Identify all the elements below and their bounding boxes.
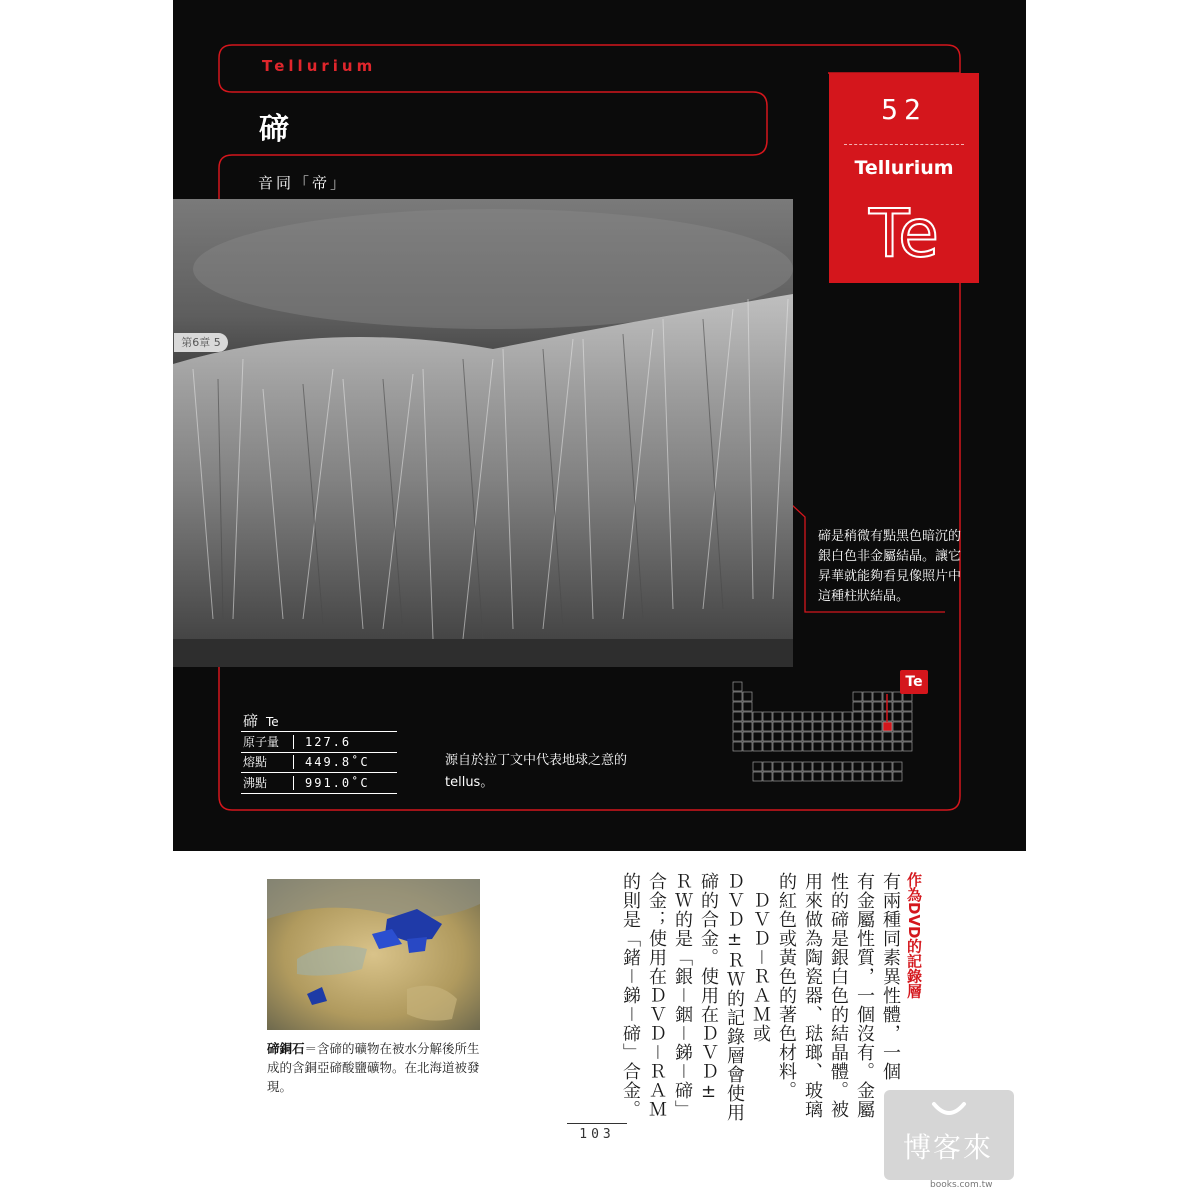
periodic-cell [743,742,752,751]
periodic-cell [733,712,742,721]
periodic-cell [813,762,822,771]
periodic-cell [903,742,912,751]
data-label: 原子量 [243,735,280,749]
article-column: ＤＶＤ±ＲＷ的記錄層會使用 [724,872,745,1122]
periodic-cell [843,712,852,721]
periodic-cell [803,772,812,781]
mineral-description: ＝含碲的礦物在被水分解後所生成的含銅亞碲酸鹽礦物。在北海道被發現。 [267,1041,480,1094]
chapter-tab: 第6章 5 [174,333,228,352]
periodic-cell [813,732,822,741]
periodic-cell [853,732,862,741]
periodic-cell [853,692,862,701]
atomic-number: 52 [881,93,927,126]
periodic-cell [833,722,842,731]
periodic-cell [893,712,902,721]
periodic-cell [823,732,832,741]
periodic-cell [803,722,812,731]
article-column: 性的碲是銀白色的結晶體。被 [828,872,849,1119]
periodic-cell [833,762,842,771]
article-column: 合金；使用在ＤＶＤ－ＲＡＭ [646,872,667,1119]
element-symbol: Te [869,195,939,272]
periodic-cell [873,772,882,781]
periodic-cell [793,742,802,751]
data-label: 熔點 [243,755,268,769]
periodic-cell [783,762,792,771]
periodic-cell [843,772,852,781]
data-table-title [243,710,279,731]
periodic-cell [803,732,812,741]
periodic-cell [803,712,812,721]
periodic-cell [853,712,862,721]
page-number-rule [567,1123,627,1124]
etymology-note: 源自於拉丁文中代表地球之意的tellus。 [445,753,628,790]
periodic-cell [873,712,882,721]
periodic-cell [793,772,802,781]
data-row-atomic-weight [241,731,397,753]
periodic-cell [753,732,762,741]
periodic-cell [743,712,752,721]
periodic-cell [833,712,842,721]
tellurium-crystal-photo [173,199,793,667]
data-value: 449.8˚C [305,755,370,769]
article-column: 用來做為陶瓷器、琺瑯、玻璃 [802,872,823,1119]
periodic-cell [733,682,742,691]
periodic-cell [873,692,882,701]
periodic-cell [873,762,882,771]
periodic-cell [893,702,902,711]
periodic-cell [783,772,792,781]
periodic-cell [843,732,852,741]
periodic-cell [823,772,832,781]
data-label: 沸點 [243,776,268,790]
pronunciation-note: 音同「帝」 [258,174,349,192]
periodic-cell [773,722,782,731]
watermark-text: 博客來 [902,1131,993,1164]
data-table-symbol: Te [266,715,279,729]
periodic-cell [753,772,762,781]
tile-divider [844,144,964,145]
periodic-cell [763,762,772,771]
periodic-cell [873,732,882,741]
periodic-cell [793,712,802,721]
periodic-cell [833,772,842,781]
periodic-cell [883,762,892,771]
periodic-cell [763,712,772,721]
periodic-cell [863,722,872,731]
page-number: 103 [579,1127,615,1142]
periodic-cell [793,762,802,771]
periodic-cell [733,732,742,741]
periodic-cell [783,712,792,721]
data-separator [293,755,294,769]
periodic-cell [833,732,842,741]
periodic-cell [803,762,812,771]
periodic-cell [763,732,772,741]
periodic-cell-highlight [883,722,892,731]
periodic-cell [773,762,782,771]
periodic-cell [753,762,762,771]
periodic-cell [843,742,852,751]
periodic-cell [753,742,762,751]
teineite-mineral-photo [267,879,480,1030]
data-row-melting-point [241,752,397,773]
periodic-cell [863,692,872,701]
periodic-cell [773,742,782,751]
periodic-cell [763,742,772,751]
periodic-cell [883,732,892,741]
periodic-cell [763,722,772,731]
periodic-cell [873,742,882,751]
data-value: 127.6 [305,735,352,749]
periodic-cell [853,722,862,731]
periodic-cell [743,722,752,731]
photo-caption: 碲是稍微有點黑色暗沉的銀白色非金屬結晶。讓它昇華就能夠看見像照片中這種柱狀結晶。 [818,529,962,604]
data-separator [293,735,294,749]
periodic-cell [783,722,792,731]
periodic-cell [903,712,912,721]
periodic-cell [843,762,852,771]
periodic-cell [903,722,912,731]
periodic-cell [853,772,862,781]
element-chinese-name: 碲 [259,112,289,147]
periodic-cell [863,702,872,711]
periodic-cell [773,772,782,781]
periodic-cell [813,742,822,751]
periodic-cell [743,702,752,711]
data-value: 991.0˚C [305,776,370,790]
periodic-cell [853,742,862,751]
periodic-cell [873,702,882,711]
data-separator [293,776,294,790]
periodic-cell [823,742,832,751]
periodic-cell [733,702,742,711]
periodic-cell [863,712,872,721]
periodic-cell [893,732,902,741]
periodic-cell [753,722,762,731]
periodic-cell [863,732,872,741]
article-heading: 作為DVD的記錄層 [905,872,923,999]
data-row-boiling-point [241,773,397,794]
periodic-cell [773,712,782,721]
periodic-cell [903,702,912,711]
periodic-cell [803,742,812,751]
element-english-name: Tellurium [262,57,377,75]
periodic-cell [773,732,782,741]
periodic-cell [893,772,902,781]
periodic-cell [903,732,912,741]
periodic-cell [883,742,892,751]
periodic-cell [833,742,842,751]
article-column: 碲的合金。使用在ＤＶＤ± [698,872,719,1103]
periodic-cell [853,762,862,771]
article-column: ＲＷ的是「銀－銦－銻－碲」 [672,872,693,1119]
periodic-cell [763,772,772,781]
periodic-cell [783,732,792,741]
tile-element-name: Tellurium [854,157,954,179]
periodic-cell [843,722,852,731]
periodic-cell [733,722,742,731]
periodic-cell [823,762,832,771]
periodic-cell [793,732,802,741]
watermark-url: books.com.tw [930,1180,993,1190]
periodic-cell [813,712,822,721]
article-column: 有兩種同素異性體，一個 [880,872,901,1081]
periodic-cell [823,712,832,721]
periodic-cell [863,762,872,771]
periodic-cell [873,722,882,731]
data-table-element: 碲 [243,712,259,730]
periodic-cell [893,762,902,771]
periodic-cell [793,722,802,731]
mineral-caption [267,1039,489,1096]
periodic-cell [813,772,822,781]
periodic-cell [853,702,862,711]
element-tile [829,73,979,283]
article-column: ＤＶＤ－ＲＡＭ或 [750,872,771,1043]
periodic-cell [743,692,752,701]
periodic-cell [733,692,742,701]
periodic-cell [783,742,792,751]
periodic-table-highlight-label: Te [900,670,928,694]
periodic-cell [813,722,822,731]
article-column: 有金屬性質，一個沒有。金屬 [854,872,875,1119]
periodic-cell [893,742,902,751]
periodic-cell [733,742,742,751]
article-column: 的紅色或黃色的著色材料。 [776,872,797,1100]
periodic-cell [823,722,832,731]
periodic-cell [753,712,762,721]
periodic-cell [893,722,902,731]
periodic-cell [743,732,752,741]
article-column: 的則是「鍺－銻－碲」合金。 [620,872,641,1119]
mineral-name: 碲銅石 [267,1041,305,1056]
periodic-cell [863,742,872,751]
periodic-cell [863,772,872,781]
periodic-cell [883,772,892,781]
